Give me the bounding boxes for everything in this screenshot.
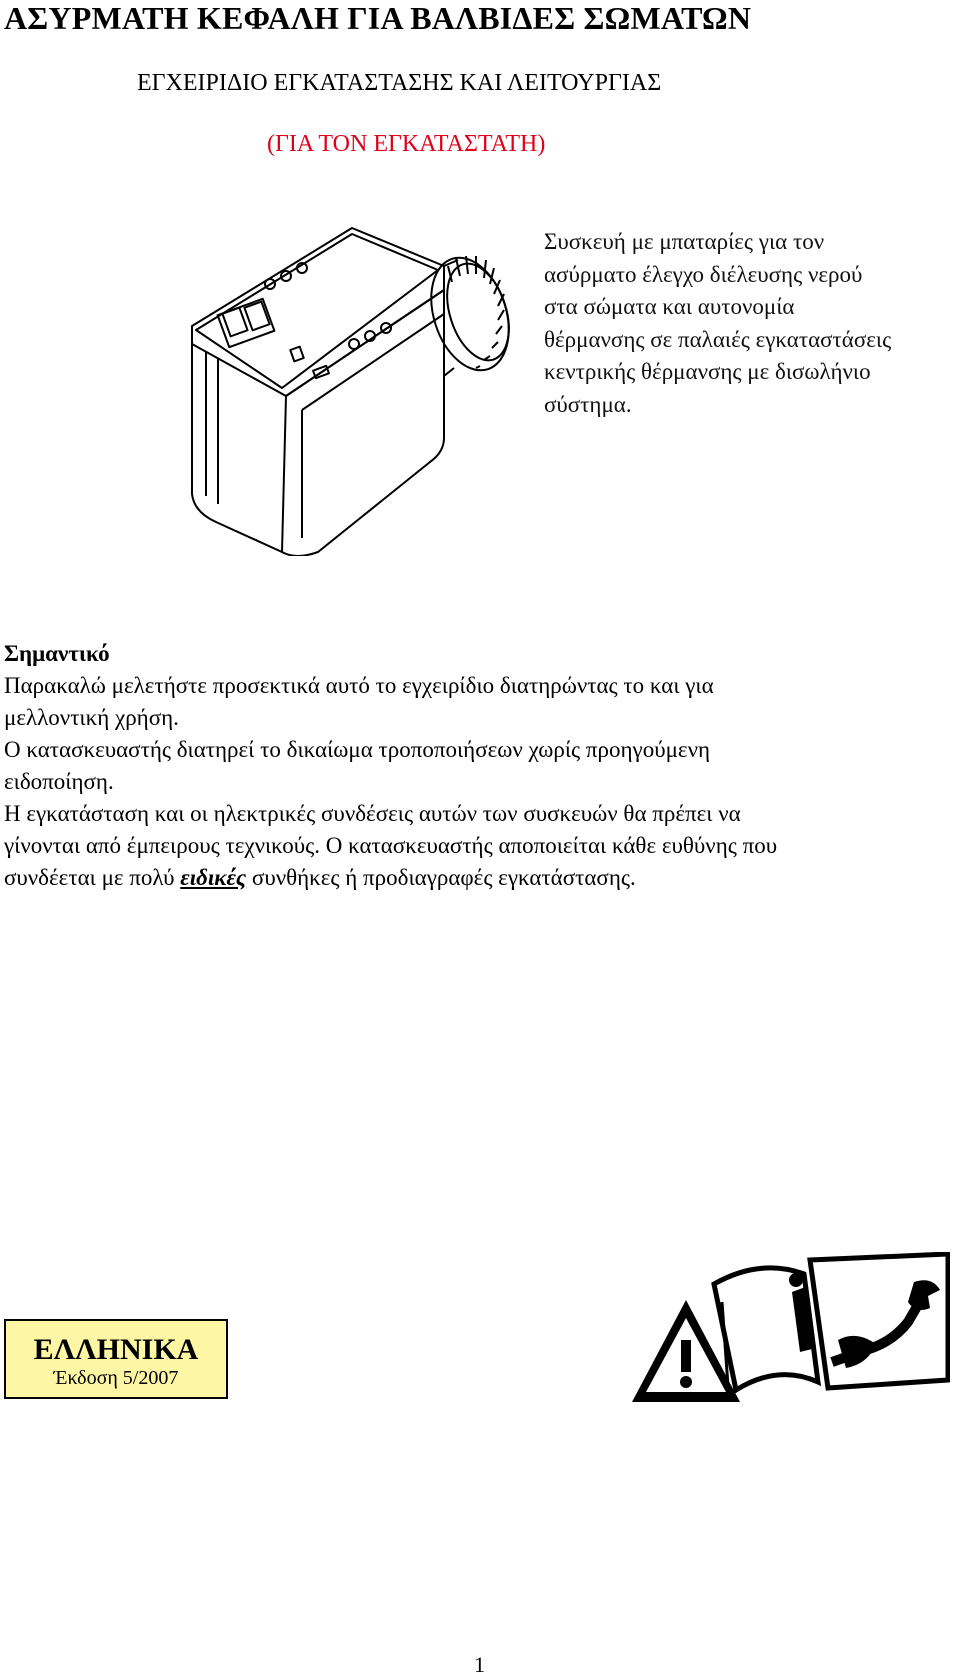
notice-line-last [4,862,954,894]
notice-text: συνδέεται με πολύ [4,865,181,890]
notice-line: ειδοποίηση. [4,769,114,794]
language-label: ΕΛΛΗΝΙΚΑ [33,1333,199,1366]
description-line: θέρμανσης σε παλαιές εγκαταστάσεις [544,326,892,352]
audience-label: (ΓΙΑ ΤΟΝ ΕΓΚΑΤΑΣΤΑΤΗ) [267,131,546,157]
important-notice [4,638,954,894]
page-title: ΑΣΥΡΜΑΤΗ ΚΕΦΑΛΗ ΓΙΑ ΒΑΛΒΙΔΕΣ ΣΩΜΑΤΩΝ [4,0,752,36]
description-line: στα σώματα και αυτονομία [544,294,795,319]
radiator-valve-head-illustration [182,226,526,556]
description-line: ασύρματο έλεγχο διέλευσης νερού [544,261,863,287]
safety-instructions-graphic [632,1252,950,1407]
important-heading: Σημαντικό [4,641,110,666]
notice-line: γίνονται από έμπειρους τεχνικούς. Ο κατασκευαστής αποποιείται κάθε ευθύνης που [4,833,778,858]
emphasis-word: ειδικές [180,865,247,890]
manual-subtitle: ΕΓΧΕΙΡΙΔΙΟ ΕΓΚΑΤΑΣΤΑΣΗΣ ΚΑΙ ΛΕΙΤΟΥΡΓΙΑΣ [137,70,662,96]
description-line: Συσκευή με μπαταρίες για τον [544,229,825,254]
notice-line: Ο κατασκευαστής διατηρεί το δικαίωμα τροποποιήσεων χωρίς προηγούμενη [4,737,710,762]
page-number: 1 [474,1652,485,1677]
manual-info-icon [714,1268,818,1390]
description-line: κεντρικής θέρμανσης με δισωλήνιο [544,359,871,384]
device-description [544,226,960,421]
notice-line: Η εγκατάσταση και οι ηλεκτρικές συνδέσεις αυτών των συσκευών θα πρέπει να [4,801,741,826]
notice-line: Παρακαλώ μελετήστε προσεκτικά αυτό το εγχειρίδιο διατηρώντας το και για [4,673,714,698]
notice-text: συνθήκες ή προδιαγραφές εγκατάστασης. [246,865,636,890]
language-version-box [4,1319,228,1399]
notice-line: μελλοντική χρήση. [4,705,179,730]
wrench-hand-icon [810,1254,948,1388]
description-line: σύστημα. [544,391,632,417]
edition-label: Έκδοση 5/2007 [53,1367,179,1389]
